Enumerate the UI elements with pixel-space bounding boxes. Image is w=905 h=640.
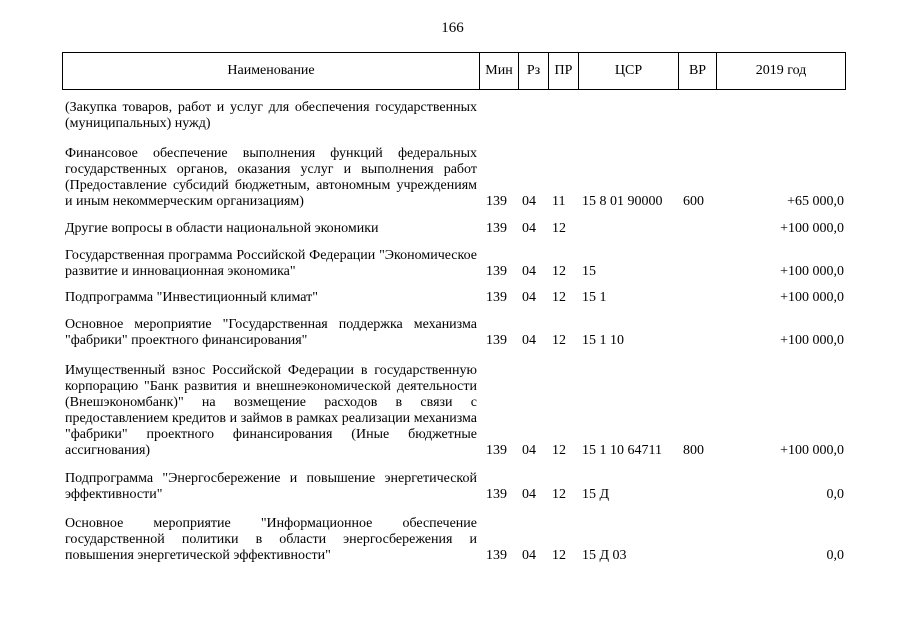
row-min: 139 (486, 333, 507, 348)
row-name: Финансовое обеспечение выполнения функций федеральных государственных органов, оказания услуг и выполнения работ (Предоставление субсидий бюджетным, автономным учреждениям и иным некоммерческим организациям) (65, 146, 477, 209)
page-number: 166 (441, 20, 464, 36)
header-min: Мин (480, 53, 519, 89)
row-vr: 600 (683, 194, 704, 209)
header-vr: ВР (679, 53, 717, 89)
row-rz: 04 (522, 290, 536, 305)
header-csr: ЦСР (579, 53, 679, 89)
row-name: Другие вопросы в области национальной экономики (65, 221, 379, 236)
table-row (0, 516, 905, 564)
row-rz: 04 (522, 548, 536, 563)
row-amount: +100 000,0 (780, 290, 844, 305)
row-amount: +100 000,0 (780, 221, 844, 236)
row-rz: 04 (522, 333, 536, 348)
row-min: 139 (486, 443, 507, 458)
row-pr: 12 (552, 221, 566, 236)
header-rz: Рз (519, 53, 549, 89)
row-amount: 0,0 (826, 548, 844, 563)
row-pr: 12 (552, 487, 566, 502)
row-pr: 11 (552, 194, 566, 209)
row-name: Основное мероприятие "Государственная поддержка механизма "фабрики" проектного финансирования" (65, 317, 477, 348)
row-min: 139 (486, 290, 507, 305)
row-pr: 12 (552, 548, 566, 563)
header-year: 2019 год (755, 63, 807, 78)
row-csr: 15 1 10 64711 (582, 443, 662, 458)
row-name: Подпрограмма "Инвестиционный климат" (65, 290, 318, 305)
row-name: Подпрограмма "Энергосбережение и повышение энергетической эффективности" (65, 471, 477, 502)
row-vr: 800 (683, 443, 704, 458)
table-row (0, 221, 905, 237)
row-name: Государственная программа Российской Федерации "Экономическое развитие и инновационная экономика" (65, 248, 477, 279)
row-pr: 12 (552, 443, 566, 458)
row-rz: 04 (522, 221, 536, 236)
row-csr: 15 Д (582, 487, 610, 502)
row-amount: +100 000,0 (780, 264, 844, 279)
table-row (0, 248, 905, 280)
row-min: 139 (486, 194, 507, 209)
row-rz: 04 (522, 487, 536, 502)
row-csr: 15 8 01 90000 (582, 194, 663, 209)
row-rz: 04 (522, 194, 536, 209)
table-row (0, 100, 905, 132)
row-csr: 15 1 10 (582, 333, 624, 348)
header-pr: ПР (549, 53, 579, 89)
row-amount: +100 000,0 (780, 443, 844, 458)
row-csr: 15 Д 03 (582, 548, 627, 563)
row-pr: 12 (552, 264, 566, 279)
table-row (0, 363, 905, 459)
row-name: Основное мероприятие "Информационное обеспечение государственной политики в области энергосбережения и повышения энергетической эффективности" (65, 516, 477, 563)
table-row (0, 290, 905, 306)
header-name: Наименование (63, 53, 480, 89)
row-name: Имущественный взнос Российской Федерации в государственную корпорацию "Банк развития и внешнеэкономической деятельности (Внешэкономбанк)" на возмещение расходов в связи с предоставлением кредитов и займов в рамках реализации механизма "фабрики" проектного финансирования (Иные бюджетные ассигнования) (65, 363, 477, 458)
row-min: 139 (486, 264, 507, 279)
row-amount: +100 000,0 (780, 333, 844, 348)
row-name: (Закупка товаров, работ и услуг для обеспечения государственных (муниципальных) нужд) (65, 100, 477, 131)
row-pr: 12 (552, 333, 566, 348)
table-row (0, 146, 905, 210)
row-amount: 0,0 (826, 487, 844, 502)
row-pr: 12 (552, 290, 566, 305)
row-csr: 15 (582, 264, 596, 279)
table-row (0, 317, 905, 349)
row-amount: +65 000,0 (787, 194, 844, 209)
table-row (0, 471, 905, 503)
row-rz: 04 (522, 443, 536, 458)
row-min: 139 (486, 487, 507, 502)
row-rz: 04 (522, 264, 536, 279)
row-csr: 15 1 (582, 290, 607, 305)
row-min: 139 (486, 548, 507, 563)
row-min: 139 (486, 221, 507, 236)
table-header (62, 52, 846, 90)
